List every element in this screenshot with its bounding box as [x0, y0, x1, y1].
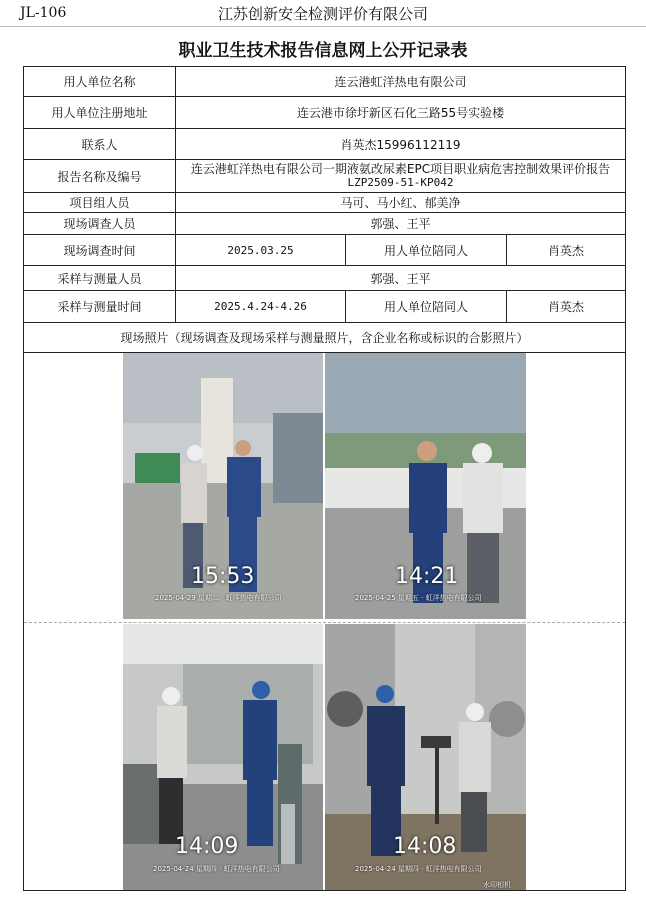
row-address: [24, 97, 626, 129]
report-name: 连云港虹洋热电有限公司一期液氨改尿素EPC项目职业病危害控制效果评价报告: [190, 162, 611, 176]
photo-1-caption: 2025-04-29 星期二 · 虹洋热电有限公司: [155, 594, 282, 602]
contact-value: 肖英杰15996112119: [176, 129, 626, 160]
row-contact: [24, 129, 626, 160]
row-photos: [24, 353, 626, 891]
site-photo-1: [123, 353, 323, 619]
survey-people-label: 现场调查人员: [24, 213, 176, 235]
row-sampling-time: [24, 291, 626, 323]
photo-4-time: 14:08: [393, 834, 457, 859]
survey-accompany-value: 肖英杰: [507, 235, 626, 266]
report-number: LZP2509-51-KP042: [347, 176, 454, 189]
row-sampling-people: [24, 266, 626, 291]
photo-2-caption: 2025-04-25 星期五 · 虹洋热电有限公司: [355, 594, 482, 602]
row-survey-people: [24, 213, 626, 235]
employer-label: 用人单位名称: [24, 67, 176, 97]
company-name: 江苏创新安全检测评价有限公司: [217, 5, 428, 23]
photos-cell: [24, 353, 626, 891]
sampling-accompany-value: 肖英杰: [507, 291, 626, 323]
row-photos-label: [24, 323, 626, 353]
survey-time-value: 2025.03.25: [176, 235, 346, 266]
site-photo-4: [325, 624, 526, 890]
photo-3-time: 14:09: [175, 834, 239, 859]
sampling-people-value: 郭强、王平: [176, 266, 626, 291]
header-rule: [0, 26, 646, 27]
report-label: 报告名称及编号: [24, 160, 176, 193]
photo-divider: [24, 622, 625, 623]
team-label: 项目组人员: [24, 193, 176, 213]
photo-4-caption: 2025-04-24 星期四 · 虹洋热电有限公司: [355, 865, 482, 873]
sampling-time-value: 2025.4.24-4.26: [176, 291, 346, 323]
row-report: [24, 160, 626, 193]
sampling-accompany-label: 用人单位陪同人: [346, 291, 507, 323]
photo-1-time: 15:53: [191, 564, 255, 589]
employer-value: 连云港虹洋热电有限公司: [176, 67, 626, 97]
team-value: 马可、马小红、郁美净: [176, 193, 626, 213]
row-team: [24, 193, 626, 213]
photo-4-app-tag: 水印相机: [483, 881, 511, 889]
survey-people-value: 郭强、王平: [176, 213, 626, 235]
survey-time-label: 现场调查时间: [24, 235, 176, 266]
contact-label: 联系人: [24, 129, 176, 160]
report-value: [176, 160, 626, 193]
record-table: [23, 66, 626, 891]
photos-label: 现场照片（现场调查及现场采样与测量照片，含企业名称或标识的合影照片）: [24, 323, 626, 353]
photo-grid: [24, 353, 625, 890]
site-photo-2: [325, 353, 526, 619]
sampling-time-label: 采样与测量时间: [24, 291, 176, 323]
row-survey-time: [24, 235, 626, 266]
photo-3-caption: 2025-04-24 星期四 · 虹洋热电有限公司: [153, 865, 280, 873]
form-code: JL-106: [20, 5, 67, 21]
row-employer: [24, 67, 626, 97]
sampling-people-label: 采样与测量人员: [24, 266, 176, 291]
site-photo-3: [123, 624, 323, 890]
address-value: 连云港市徐圩新区石化三路55号实验楼: [176, 97, 626, 129]
address-label: 用人单位注册地址: [24, 97, 176, 129]
photo-2-time: 14:21: [395, 564, 459, 589]
page-title: 职业卫生技术报告信息网上公开记录表: [178, 41, 468, 61]
survey-accompany-label: 用人单位陪同人: [346, 235, 507, 266]
